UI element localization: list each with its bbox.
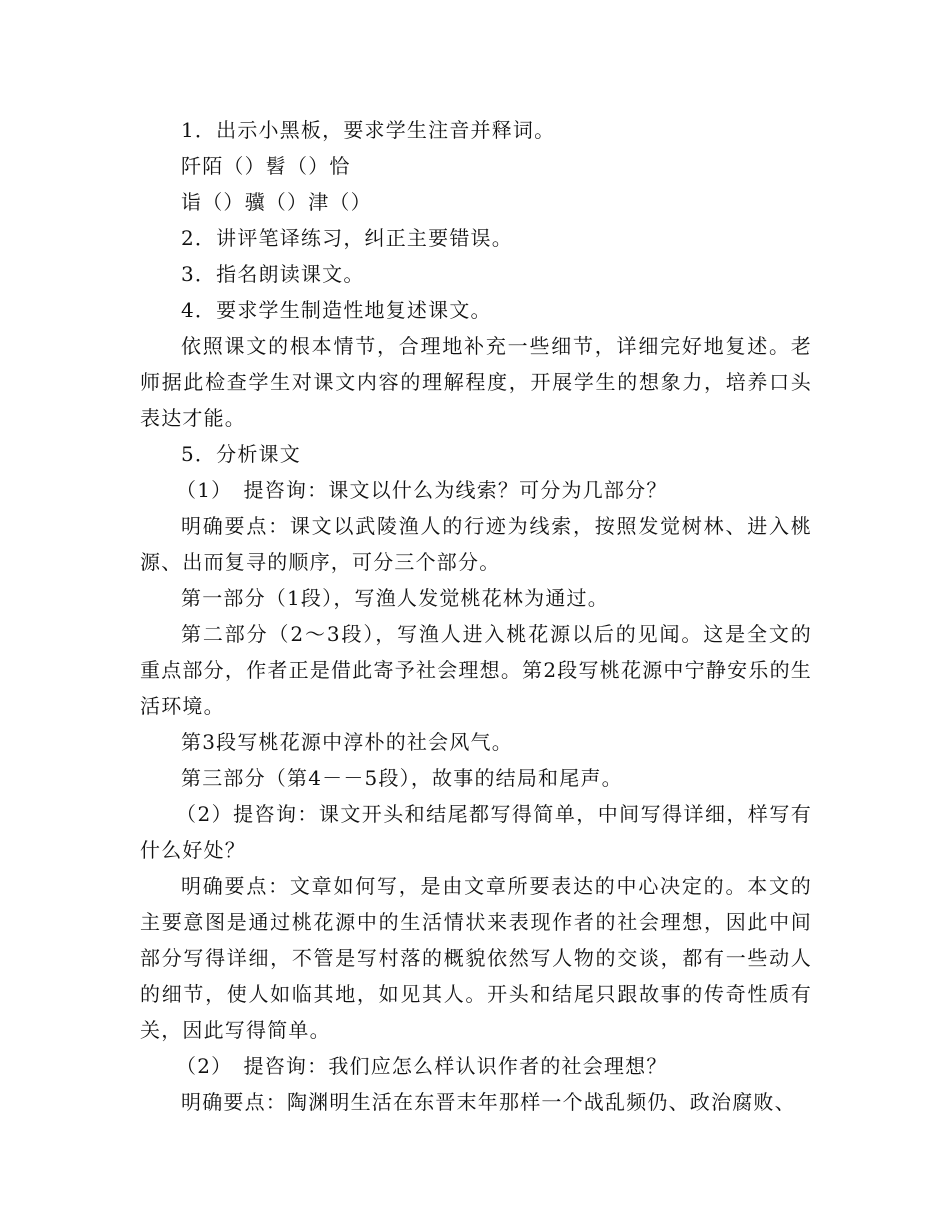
paragraph-14: 第三部分（第4－－5段），故事的结局和尾声。 (181, 766, 623, 790)
paragraph-13: 第3段写桃花源中淳朴的社会风气。 (181, 730, 513, 754)
paragraph-11: 第一部分（1段），写渔人发觉桃花林为通过。 (181, 586, 609, 610)
paragraph-10: 明确要点：课文以武陵渔人的行迹为线索，按照发觉树林、进入桃源、出而复寻的顺序，可分三个部分。 (140, 514, 812, 574)
document-page (140, 112, 812, 1120)
paragraph-5: 3．指名朗读课文。 (181, 262, 365, 286)
paragraph-3: 诣（）骥（）津（） (181, 190, 372, 214)
paragraph-16: 明确要点：文章如何写，是由文章所要表达的中心决定的。本文的主要意图是通过桃花源中的生活情状来表现作者的社会理想，因此中间部分写得详细，不管是写村落的概貌依然写人物的交谈，都有一些动人的细节，使人如临其地，如见其人。开头和结尾只跟故事的传奇性质有关，因此写得简单。 (140, 874, 812, 1042)
paragraph-4: 2．讲评笔译练习，纠正主要错误。 (181, 226, 513, 250)
paragraph-8: 5．分析课文 (181, 442, 301, 466)
paragraph-15: （2）提咨询：课文开头和结尾都写得简单，中间写得详细，样写有什么好处？ (140, 802, 812, 862)
paragraph-18: 明确要点：陶渊明生活在东晋末年那样一个战乱频仍、政治腐败、 (181, 1090, 796, 1114)
paragraph-17: （2） 提咨询：我们应怎么样认识作者的社会理想？ (176, 1054, 668, 1078)
paragraph-12: 第二部分（2～3段），写渔人进入桃花源以后的见闻。这是全文的重点部分，作者正是借此寄予社会理想。第2段写桃花源中宁静安乐的生活环境。 (140, 622, 812, 718)
paragraph-1: 1．出示小黑板，要求学生注音并释词。 (181, 118, 556, 142)
paragraph-6: 4．要求学生制造性地复述课文。 (181, 298, 492, 322)
paragraph-7: 依照课文的根本情节，合理地补充一些细节，详细完好地复述。老师据此检查学生对课文内容的理解程度，开展学生的想象力，培养口头表达才能。 (140, 334, 812, 430)
paragraph-2: 阡陌（）髫（）恰 (181, 154, 351, 178)
paragraph-9: （1） 提咨询：课文以什么为线索？可分为几部分？ (176, 478, 668, 502)
